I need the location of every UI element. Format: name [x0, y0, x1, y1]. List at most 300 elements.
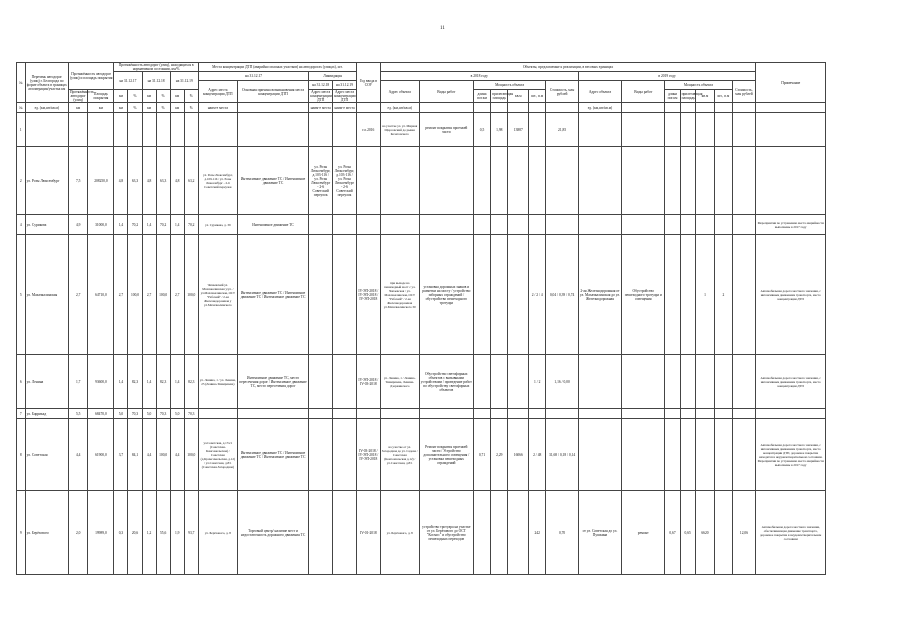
cost-2019	[732, 113, 756, 147]
length-value: 2,7	[68, 235, 87, 355]
header-km-1: км	[114, 90, 128, 103]
cost-2019	[732, 215, 756, 235]
header-year: Год ввода в СОУ	[356, 63, 380, 103]
object-address-2019	[578, 355, 621, 409]
work-type-2018: Обустройство светофорных объектов с вызывными устройствами / проведение работ по обустройству светофорных объектов	[419, 355, 473, 409]
header-eliminated: Ликвидация	[309, 72, 357, 81]
length-value: 7,5	[68, 147, 87, 215]
dtp-reason: Интенсивное движение ТС, место пересечения дорог / Интенсивное движение ТС, место пересечения дорог	[237, 355, 308, 409]
length-2019	[665, 355, 680, 409]
street-name: ул. Махачкалинская	[25, 235, 68, 355]
street-name: ул. Сурикова	[25, 215, 68, 235]
header-obj-addr-2018: Адрес объекта	[380, 81, 419, 103]
pct-2019: 82,3	[184, 355, 198, 409]
sqm-2018	[508, 491, 529, 575]
header-dtp-addr: Адрес места концентрации ДТП	[198, 81, 237, 103]
pct-2017	[128, 113, 142, 147]
eliminated-2019	[333, 235, 357, 355]
unit-cell	[680, 103, 695, 113]
year-entry: IV-01-2018	[356, 491, 380, 575]
dtp-address: ул. Ленина, 1 / ул. Ленина, 25 (Ленина-Тимирязева)	[198, 355, 237, 409]
dtp-address	[198, 113, 237, 147]
km-2018: 4,8	[142, 147, 156, 215]
object-address-2018	[380, 409, 419, 419]
header-dtp: Места концентрации ДТП (аварийно опасных участков) на автодорогах (улицах), шт.	[198, 63, 356, 72]
header-pct-1: %	[128, 90, 142, 103]
table-body	[17, 103, 826, 575]
work-type-2019	[622, 419, 665, 491]
pct-2019: 70,2	[184, 215, 198, 235]
header-elim2: на 31.12.19	[333, 81, 357, 90]
header-elim-addr-1: Адрес места концентрации ДТП	[310, 90, 332, 103]
object-address-2018: ул. Ленина, 1 / Ленина-Тимирязева, Ленина-Дзержинского	[380, 355, 419, 409]
table-row	[17, 491, 826, 575]
street-name	[25, 113, 68, 147]
pct-2019: 93,7	[184, 491, 198, 575]
km-2019: 1,4	[170, 355, 184, 409]
length-2019	[665, 419, 680, 491]
pct-2018: 70,3	[156, 409, 170, 419]
adjacent-2019	[680, 409, 695, 419]
header-pct-3: %	[184, 90, 198, 103]
length-2018	[473, 491, 490, 575]
road-safety-table	[16, 62, 826, 575]
row-number: 4	[17, 215, 26, 235]
pct-2018: 100,0	[156, 235, 170, 355]
km-2019: 4,4	[170, 419, 184, 491]
header-pcs-2019: шт., п.м	[715, 90, 732, 103]
eliminated-2018	[309, 491, 333, 575]
cost-2018	[546, 409, 578, 419]
dtp-reason	[237, 409, 308, 419]
unit-cell: наим-е места	[198, 103, 237, 113]
adjacent-2019	[680, 235, 695, 355]
sqm-2018	[508, 355, 529, 409]
pcs-2018: 1 / 2	[529, 355, 546, 409]
km-2019: 4,8	[170, 147, 184, 215]
sqm-2019	[695, 419, 714, 491]
dtp-address: ул. Берёзового, д. 8	[198, 491, 237, 575]
km-2018: 1,4	[142, 355, 156, 409]
header-work-2019: Виды работ	[622, 81, 665, 103]
unit-cell: %	[184, 103, 198, 113]
pcs-2018: 2 / 48	[529, 419, 546, 491]
sqm-2019	[695, 113, 714, 147]
length-2019	[665, 147, 680, 215]
dtp-address: ул.Советская, д.17а/1 (Советская-Комсомольская) / Советская (д.Кромсомольская, д.12) / ул.Советская, д.8/1 (Советская-Загородная)	[198, 419, 237, 491]
adjacent-2019	[680, 147, 695, 215]
header-elim1: на 31.12.18	[309, 81, 333, 90]
header-sqm-2019: кв.м	[695, 90, 714, 103]
km-2017: 1,4	[114, 215, 128, 235]
sqm-2019	[695, 215, 714, 235]
street-name: ул. Ленина	[25, 355, 68, 409]
pcs-2019: 2	[715, 235, 732, 355]
unit-cell	[715, 103, 732, 113]
unit-cell: %	[128, 103, 142, 113]
area-value: 61900,0	[88, 419, 114, 491]
area-value: 208250,0	[88, 147, 114, 215]
row-note	[756, 113, 826, 147]
km-2017: 5,0	[114, 409, 128, 419]
adjacent-2018: 1,98	[491, 113, 508, 147]
sqm-2019	[695, 355, 714, 409]
pct-2018: 55,6	[156, 491, 170, 575]
sqm-2019	[695, 409, 714, 419]
header-year-2018: в 2018 году	[380, 72, 578, 81]
row-number: 2	[17, 147, 26, 215]
pcs-2019	[715, 491, 732, 575]
eliminated-2019	[333, 113, 357, 147]
unit-cell	[546, 103, 578, 113]
header-dynamic: Протяжённость автодорог (улиц), находящихся в нормативном состоянии, км/%	[114, 63, 198, 72]
header-pct-2: %	[156, 90, 170, 103]
work-type-2019	[622, 215, 665, 235]
unit-cell	[508, 103, 529, 113]
header-km-3: км	[170, 90, 184, 103]
street-name: ул. Советская	[25, 419, 68, 491]
unit-cell: ед. (км,шт/кв.м)	[25, 103, 68, 113]
header-year-2019: в 2019 году	[578, 72, 756, 81]
header-elim-addr-2: Адрес места концентрации ДТП	[334, 90, 356, 103]
row-number: 6	[17, 355, 26, 409]
km-2018	[142, 113, 156, 147]
cost-2018: 1,16 / 0,00	[546, 355, 578, 409]
work-type-2019	[622, 147, 665, 215]
object-address-2018: ул. Берёзового, д. 8	[380, 491, 419, 575]
km-2018: 1,4	[142, 215, 156, 235]
length-2018: 0,5	[473, 113, 490, 147]
cost-2019	[732, 419, 756, 491]
pct-2018	[156, 113, 170, 147]
unit-cell: ед. (км,шт/кв.м)	[578, 103, 621, 113]
year-entry	[356, 147, 380, 215]
header-date1: на 31.12.17	[114, 72, 142, 90]
object-address-2019	[578, 215, 621, 235]
eliminated-2018	[309, 355, 333, 409]
cost-2018: 31,68 / 0,18 / 0,14	[546, 419, 578, 491]
row-note	[756, 147, 826, 215]
header-adjacent-2019: прилегающая площадь	[680, 90, 695, 103]
year-entry	[356, 409, 380, 419]
pcs-2019	[715, 409, 732, 419]
pct-2017: 63,3	[128, 147, 142, 215]
eliminated-2019	[333, 409, 357, 419]
header-cost-2018: Стоимость, млн рублей	[546, 81, 578, 103]
length-2018	[473, 409, 490, 419]
adjacent-2019	[680, 355, 695, 409]
pct-2019: 100,0	[184, 419, 198, 491]
unit-cell	[695, 103, 714, 113]
cost-2018: 21,85	[546, 113, 578, 147]
street-name: ул. Берёзового	[25, 491, 68, 575]
unit-cell: км	[142, 103, 156, 113]
header-length-2018: длина пог.км	[473, 90, 490, 103]
eliminated-2019	[333, 215, 357, 235]
eliminated-2018	[309, 235, 333, 355]
length-2018	[473, 215, 490, 235]
work-type-2019: Обустройство пешеходного тротуара и освещения	[622, 235, 665, 355]
row-note: Автомобильная дорога местного значения, с интенсивным движением транспорта, место концентрации ДТП, дорожное покрытие находится в неудовлетворительном состоянии. Мероприятия по устранению места аварийности выполнены в 2017 году	[756, 419, 826, 491]
sqm-2018	[508, 235, 529, 355]
header-power-2019: Мощность объекта	[665, 81, 732, 90]
object-address-2019	[578, 409, 621, 419]
adjacent-2018	[491, 235, 508, 355]
work-type-2019	[622, 409, 665, 419]
header-work-2018: Виды работ	[419, 81, 473, 103]
area-value: 93600,0	[88, 355, 114, 409]
length-2019	[665, 409, 680, 419]
unit-cell: км	[114, 103, 128, 113]
header-note: Примечание	[756, 63, 826, 103]
pcs-2018	[529, 113, 546, 147]
pct-2018: 63,3	[156, 147, 170, 215]
header-objects: Объекты, предлагаемые к реализации, в весовых единицах	[380, 63, 756, 72]
year-entry: IV-ЭП-2018 / IV-ЭП-2018 / IV-ЭП-2018	[356, 235, 380, 355]
unit-cell: %	[156, 103, 170, 113]
header-date3: на 31.12.19	[170, 72, 198, 90]
table-header	[17, 63, 826, 103]
cost-2019	[732, 355, 756, 409]
pct-2017: 70,2	[128, 215, 142, 235]
dtp-reason: Интенсивное движение ТС / Интенсивное движение ТС	[237, 147, 308, 215]
header-power-2018: Мощность объекта	[473, 81, 546, 90]
sqm-2019	[695, 147, 714, 215]
dtp-reason: Интенсивное движение ТС / Интенсивное движение ТС / Интенсивное движение ТС	[237, 419, 308, 491]
object-address-2018	[380, 147, 419, 215]
km-2017: 4,8	[114, 147, 128, 215]
header-adjacent-2018: прилегающая площадь	[491, 90, 508, 103]
unit-cell: ед. (км,шт/кв.м)	[380, 103, 419, 113]
table-row	[17, 235, 826, 355]
table-row	[17, 355, 826, 409]
length-2019	[665, 215, 680, 235]
object-address-2019: от ул. Советская до ул. Пушкина	[578, 491, 621, 575]
length-2018	[473, 147, 490, 215]
sqm-2018	[508, 409, 529, 419]
dtp-reason: Интенсивное движение ТС	[237, 215, 308, 235]
dtp-address: ул. Розы Люксембург, д.109-116 / ул. Розы Люксембург - 2-6 Советский переулок	[198, 147, 237, 215]
unit-row	[17, 103, 826, 113]
km-2019: 2,7	[170, 235, 184, 355]
km-2019: 1,9	[170, 491, 184, 575]
header-cost-2019: Стоимость, млн рублей	[732, 81, 756, 103]
header-date2: на 31.12.18	[142, 72, 170, 90]
header-dtp-date: на 31.12.17	[198, 72, 308, 81]
unit-cell	[665, 103, 680, 113]
area-value	[88, 113, 114, 147]
table-row	[17, 215, 826, 235]
work-type-2019	[622, 113, 665, 147]
sqm-2018	[508, 147, 529, 215]
row-note	[756, 409, 826, 419]
pcs-2018: 242	[529, 491, 546, 575]
sqm-2018: 13887	[508, 113, 529, 147]
length-2019	[665, 235, 680, 355]
header-len-area: Протяжённость автодорог (улиц) и площадь покрытия	[68, 63, 113, 90]
km-2018: 1,2	[142, 491, 156, 575]
area-value: 64710,0	[88, 235, 114, 355]
header-area: Площадь покрытия	[88, 90, 114, 103]
area-value: 31000,0	[88, 215, 114, 235]
length-2019: 0,67	[665, 491, 680, 575]
eliminated-2018	[309, 113, 333, 147]
dtp-reason	[237, 113, 308, 147]
page-number: 11	[440, 26, 445, 31]
unit-cell	[756, 103, 826, 113]
object-address-2018: на участке ул. ул. Мирная Щорсовский до рынка Кочетовского	[380, 113, 419, 147]
length-2018: 0,71	[473, 419, 490, 491]
adjacent-2018	[491, 215, 508, 235]
header-number: №	[17, 63, 26, 103]
length-value	[68, 113, 87, 147]
work-type-2019: ремонт	[622, 491, 665, 575]
area-value: 68470,0	[88, 409, 114, 419]
dtp-address: Чапаевский ул. Махачкалинская у/ул. / ул.Махачкалинская, ОСТ "Рабочий" / 2-ая Железнодорожная у ул.Махачкалинского	[198, 235, 237, 355]
km-2018: 2,7	[142, 235, 156, 355]
unit-cell	[732, 103, 756, 113]
row-note: Автомобильная дорога местного значения, с интенсивным движением транспорта, место концентрации ДТП	[756, 355, 826, 409]
work-type-2018: устройство тротуара на участке от ул. Берёзового до ОСТ "Космос" и обустройство пешеходных переходов	[419, 491, 473, 575]
table-row	[17, 419, 826, 491]
cost-2018	[546, 215, 578, 235]
eliminated-2018: ул. Розы Люксембург, д.103-116 / ул. Розы Люксембург - 2-6 Советский переулок	[309, 147, 333, 215]
cost-2019	[732, 235, 756, 355]
cost-2018	[546, 147, 578, 215]
unit-cell	[237, 103, 308, 113]
cost-2019	[732, 409, 756, 419]
pct-2019	[184, 113, 198, 147]
year-entry	[356, 215, 380, 235]
object-address-2019	[578, 147, 621, 215]
adjacent-2019	[680, 113, 695, 147]
length-value: 4,9	[68, 215, 87, 235]
street-name: ул. Розы Люксембург	[25, 147, 68, 215]
unit-cell	[473, 103, 490, 113]
header-length-2019: длина пог.км	[665, 90, 680, 103]
cost-2018: 0,70	[546, 491, 578, 575]
unit-cell: №	[17, 103, 26, 113]
header-km-2: км	[142, 90, 156, 103]
row-note: Мероприятия по устранению места аварийности выполнены в 2017 году	[756, 215, 826, 235]
km-2019: 1,4	[170, 215, 184, 235]
km-2017: 2,7	[114, 235, 128, 355]
km-2017: 3,7	[114, 419, 128, 491]
unit-cell: км	[68, 103, 87, 113]
pct-2019: 63,2	[184, 147, 198, 215]
cost-2019: 12,06	[732, 491, 756, 575]
work-type-2018	[419, 147, 473, 215]
unit-cell: км	[170, 103, 184, 113]
length-value: 1,7	[68, 355, 87, 409]
header-obj-addr-2019: Адрес объекта	[578, 81, 621, 103]
eliminated-2019	[333, 355, 357, 409]
unit-cell	[419, 103, 473, 113]
unit-cell: км	[88, 103, 114, 113]
cost-2019	[732, 147, 756, 215]
km-2017: 0,3	[114, 491, 128, 575]
header-len: Протяжённость автодорог (улиц)	[69, 90, 94, 103]
object-address-2018	[380, 215, 419, 235]
pct-2019: 70,3	[184, 409, 198, 419]
header-dtp-reason: Основная причина возникновения места концентрации ДТП	[237, 81, 308, 103]
dtp-reason: Интенсивное движение ТС / Интенсивное движение ТС / Интенсивное движение ТС	[237, 235, 308, 355]
pct-2017: 100,0	[128, 235, 142, 355]
dtp-reason: Торговый центр/ наличие мест и недостаточность дорожного движения ТС	[237, 491, 308, 575]
pcs-2019	[715, 419, 732, 491]
length-value: 5,5	[68, 409, 87, 419]
adjacent-2019: 0,65	[680, 491, 695, 575]
header-sqm-2018: кв.м	[508, 90, 529, 103]
sqm-2018: 16066	[508, 419, 529, 491]
pcs-2019	[715, 147, 732, 215]
adjacent-2019	[680, 419, 695, 491]
object-address-2019	[578, 113, 621, 147]
km-2017	[114, 113, 128, 147]
row-number: 8	[17, 419, 26, 491]
pcs-2019	[715, 355, 732, 409]
year-entry: IV-ЭП-2018 / IV-03-2018	[356, 355, 380, 409]
area-value: 19989,0	[88, 491, 114, 575]
sqm-2018	[508, 215, 529, 235]
pcs-2018	[529, 147, 546, 215]
pcs-2018	[529, 409, 546, 419]
eliminated-2019: ул. Розы Люксембург, д.103-116 / ул. Розы Люксембург - 2-6 Советский переулок	[333, 147, 357, 215]
pct-2018: 70,2	[156, 215, 170, 235]
unit-cell	[356, 103, 380, 113]
work-type-2018: Ремонт покрытия проезжей части / Устройство дополнительного освещения / установка пешеходных ограждений	[419, 419, 473, 491]
row-number: 7	[17, 409, 26, 419]
pct-2017: 20,6	[128, 491, 142, 575]
row-number: 9	[17, 491, 26, 575]
pct-2018: 100,0	[156, 419, 170, 491]
object-address-2018: при выходе на пешеходный мост с ул. Чапаевская / ул. Махачкалинская, ОСТ "Рабочий" / 2-ая Железнодорожная ул.Махачкалинского 30	[380, 235, 419, 355]
pct-2017: 70,3	[128, 409, 142, 419]
eliminated-2018	[309, 409, 333, 419]
adjacent-2018	[491, 491, 508, 575]
dtp-address	[198, 409, 237, 419]
table-row	[17, 147, 826, 215]
sqm-2019: 6620	[695, 491, 714, 575]
km-2019	[170, 113, 184, 147]
work-type-2018: установка дорожных знаков и разметки на мосту / устройство заборных ограждений / обустройство пешеходного тротуара	[419, 235, 473, 355]
row-note: Автомобильная дорога местного значения, с интенсивным движением транспорта, место концентрации ДТП	[756, 235, 826, 355]
km-2019: 5,0	[170, 409, 184, 419]
pcs-2019	[715, 113, 732, 147]
header-street: Перечень автодорог (улиц) г. Белгорода по форме объекта в границах агломерации/участка км	[25, 63, 68, 103]
work-type-2018	[419, 215, 473, 235]
object-address-2019	[578, 419, 621, 491]
object-address-2018: на участке от ул. Загородная до ул. Садова / Советская (Комсомольская д.12) / ул.Советская, д.8/1	[380, 419, 419, 491]
eliminated-2019	[333, 419, 357, 491]
table-row	[17, 409, 826, 419]
pcs-2018	[529, 215, 546, 235]
unit-cell: наим-е места	[333, 103, 357, 113]
eliminated-2018	[309, 215, 333, 235]
year-entry: IV-03-2018 / IV-ЭП-2018 / IV-ЭП-2018	[356, 419, 380, 491]
table-row	[17, 113, 826, 147]
length-2018	[473, 235, 490, 355]
adjacent-2018	[491, 147, 508, 215]
pct-2018: 82,3	[156, 355, 170, 409]
adjacent-2019	[680, 215, 695, 235]
adjacent-2018: 2,29	[491, 419, 508, 491]
pcs-2018: 2 / 2 / 4	[529, 235, 546, 355]
unit-cell: наим-е места	[309, 103, 333, 113]
unit-cell	[491, 103, 508, 113]
km-2018: 4,4	[142, 419, 156, 491]
work-type-2018: ремонт покрытия проезжей части	[419, 113, 473, 147]
